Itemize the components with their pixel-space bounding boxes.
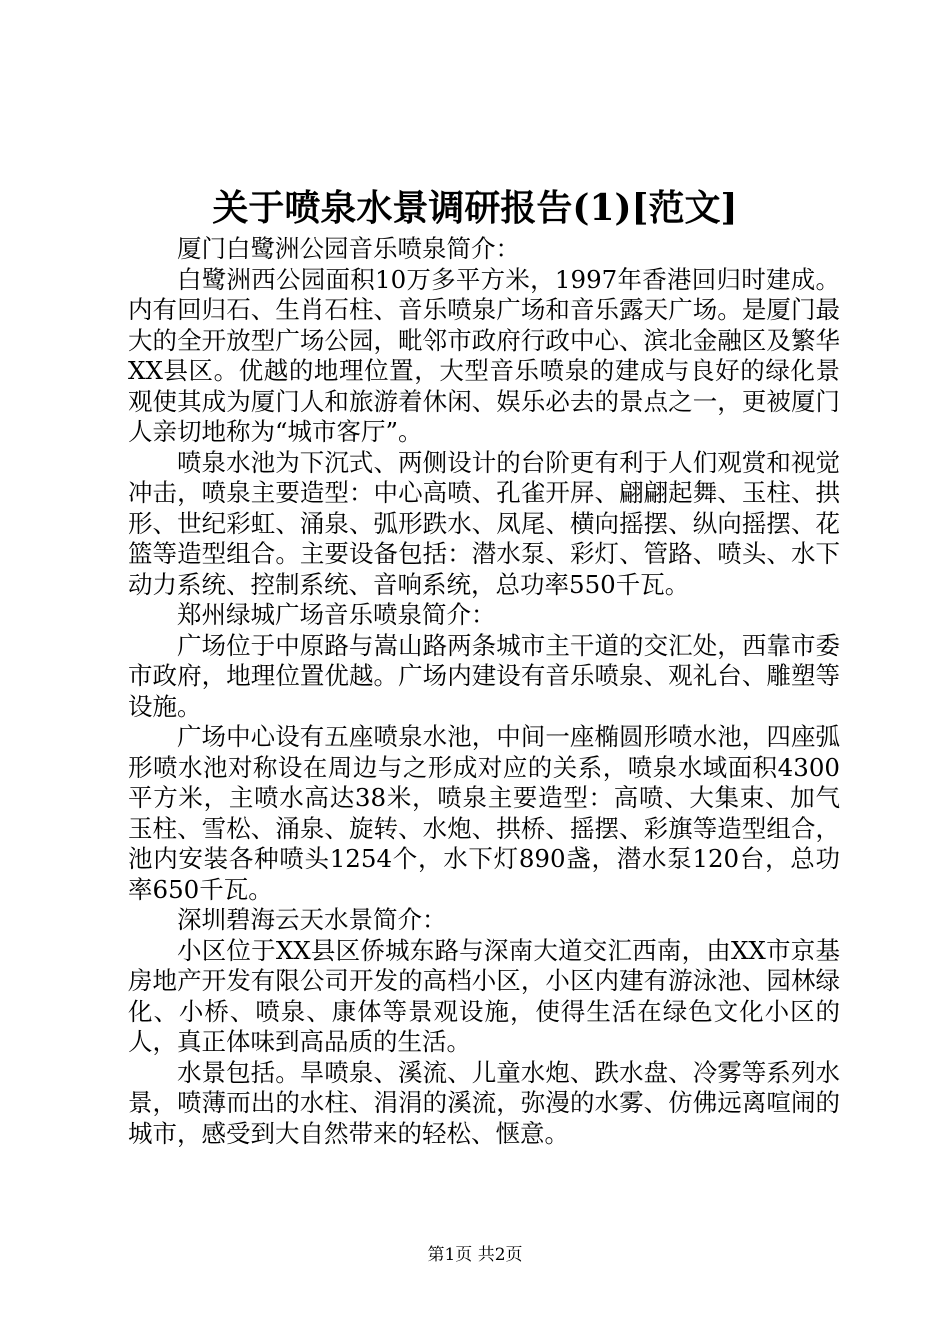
- paragraph-zhengzhou-location: 广场位于中原路与嵩山路两条城市主干道的交汇处，西靠市委市政府，地理位置优越。广场内建设有音乐喷泉、观礼台、雕塑等设施。: [128, 630, 840, 721]
- section-heading-xiamen: 厦门白鹭洲公园音乐喷泉简介：: [177, 234, 520, 263]
- section-heading-shenzhen: 深圳碧海云天水景简介：: [177, 905, 447, 934]
- paragraph-shenzhen-location: 小区位于XX县区侨城东路与深南大道交汇西南，由XX市京基房地产开发有限公司开发的高档小区，小区内建有游泳池、园林绿化、小桥、喷泉、康体等景观设施，使得生活在绿色文化小区的人，真正体味到高品质的生活。: [128, 935, 840, 1056]
- section-heading-zhengzhou: 郑州绿城广场音乐喷泉简介：: [177, 600, 496, 629]
- document-title: 关于喷泉水景调研报告(1)[范文]: [212, 187, 738, 229]
- document-body: [128, 234, 840, 1149]
- paragraph-zhengzhou-pools: 广场中心设有五座喷泉水池，中间一座椭圆形喷水池，四座弧形喷水池对称设在周边与之形成对应的关系，喷泉水域面积4300平方米，主喷水高达38米，喷泉主要造型：高喷、大集束、加气玉柱、雪松、涌泉、旋转、水炮、拱桥、摇摆、彩旗等造型组合，池内安装各种喷头1254个，水下灯890盏，潜水泵120台，总功率650千瓦。: [128, 722, 840, 904]
- paragraph-xiamen-pool: 喷泉水池为下沉式、两侧设计的台阶更有利于人们观赏和视觉冲击，喷泉主要造型：中心高喷、孔雀开屏、翩翩起舞、玉柱、拱形、世纪彩虹、涌泉、弧形跌水、凤尾、横向摇摆、纵向摇摆、花篮等造型组合。主要设备包括：潜水泵、彩灯、管路、喷头、水下动力系统、控制系统、音响系统，总功率550千瓦。: [128, 447, 840, 599]
- paragraph-shenzhen-waterscape: 水景包括。旱喷泉、溪流、儿童水炮、跌水盘、冷雾等系列水景，喷薄而出的水柱、涓涓的溪流，弥漫的水雾、仿佛远离喧闹的城市，感受到大自然带来的轻松、惬意。: [128, 1057, 840, 1148]
- page-footer: 第1页 共2页: [427, 1245, 523, 1265]
- paragraph-xiamen-overview: 白鹭洲西公园面积10万多平方米，1997年香港回归时建成。内有回归石、生肖石柱、音乐喷泉广场和音乐露天广场。是厦门最大的全开放型广场公园，毗邻市政府行政中心、滨北金融区及繁华XX县区。优越的地理位置，大型音乐喷泉的建成与良好的绿化景观使其成为厦门人和旅游着休闲、娱乐必去的景点之一，更被厦门人亲切地称为“城市客厅”。: [128, 264, 840, 446]
